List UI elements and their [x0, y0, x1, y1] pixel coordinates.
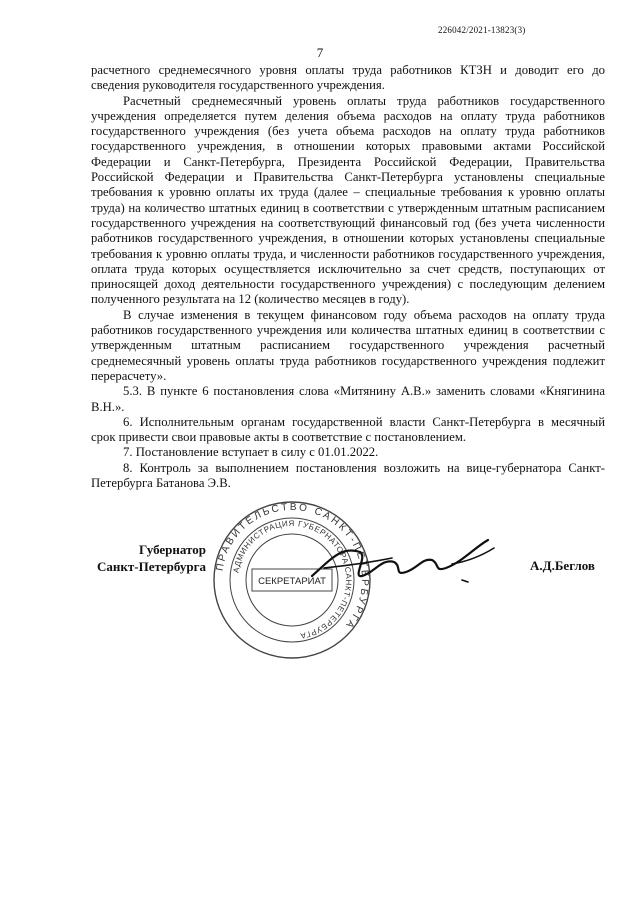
document-body: [91, 63, 605, 491]
paragraph-7: 7. Постановление вступает в силу с 01.01.2022.: [123, 445, 379, 460]
seal-inner-text: АДМИНИСТРАЦИЯ ГУБЕРНАТОРА САНКТ-ПЕТЕРБУРГА: [231, 518, 354, 641]
paragraph-calculation: Расчетный среднемесячный уровень оплаты труда работников государственного учреждения определяется путем деления объема расходов на оплату труда работников государственного учреждения (без учета объема расходов на оплату труда работников государственного учреждения, в отношении которых правовыми актами Российской Федерации и Санкт-Петербурга, Президента Российской Федерации, Правительства Российской Федерации и Правительства Санкт-Петербурга установлены специальные требования к уровню оплаты их труда (далее – специальные требования к уровню оплаты труда) на количество штатных единиц в соответствии с утвержденным штатным расписанием государственного учреждения на соответствующий финансовый год (без учета численности работников государственного учреждения, в отношении которых установлены специальные требования к уровню оплаты труда, и численности работников государственного учреждения, оплата труда которых осуществляется исключительно за счет средств, поступающих от приносящей доход деятельности государственного учреждения) с последующим делением полученного результата на 12 (количество месяцев в году).: [91, 93, 605, 307]
signer-title-line2: Санкт-Петербурга: [97, 558, 206, 574]
document-number: 226042/2021-13823(3): [438, 25, 526, 35]
seal-center-text: СЕКРЕТАРИАТ: [258, 576, 326, 587]
paragraph-5-3: 5.3. В пункте 6 постановления слова «Митянину А.В.» заменить словами «Княгинина В.Н.».: [91, 384, 605, 414]
signer-title: [90, 542, 206, 575]
page-number: 7: [316, 45, 324, 60]
seal-outer-text: ПРАВИТЕЛЬСТВО САНКТ-ПЕТЕРБУРГА: [214, 501, 371, 632]
paragraph-continuation: расчетного среднемесячного уровня оплаты труда работников КТЗН и доводит его до сведения руководителя государственного учреждения.: [91, 63, 605, 93]
signer-name: А.Д.Беглов: [530, 558, 595, 573]
handwritten-signature: [302, 518, 502, 598]
signer-title-line1: Губернатор: [138, 542, 206, 557]
paragraph-6: 6. Исполнительным органам государственной власти Санкт-Петербурга в месячный срок привести свои правовые акты в соответствие с постановлением.: [91, 414, 605, 445]
paragraph-recalculation: В случае изменения в текущем финансовом году объема расходов на оплату труда работников государственного учреждения или количества штатных единиц в соответствии с утвержденным штатным расписанием государственного учреждения расчетный среднемесячный уровень оплаты труда работников государственного учреждения подлежит перерасчету».: [91, 307, 605, 383]
paragraph-8: 8. Контроль за выполнением постановления возложить на вице-губернатора Санкт-Петербурга Батанова Э.В.: [91, 460, 605, 491]
